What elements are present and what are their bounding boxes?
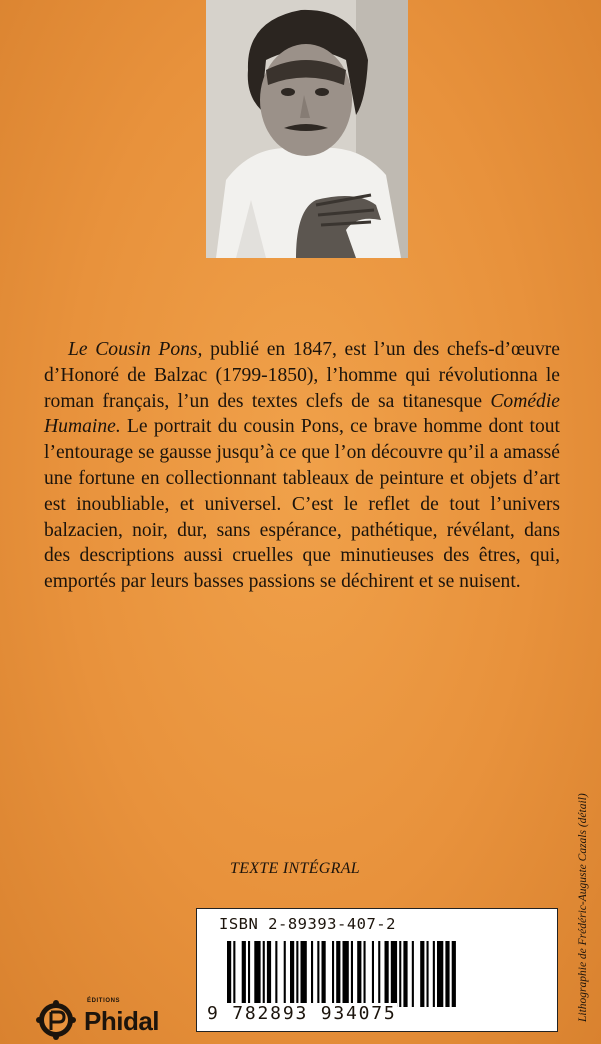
phidal-emblem-icon xyxy=(36,1000,76,1040)
isbn-number: ISBN 2-89393-407-2 xyxy=(219,915,396,933)
barcode-icon xyxy=(227,941,539,1007)
blurb-text-part2: Le portrait du cousin Pons, ce brave homme dont tout l’entourage se gausse jusqu’à ce que l’on découvre qu’il a amassé une fortune en collectionnant tableaux de peinture et objets d’art est inoubliable, et universel. C’est le reflet de tout l’univers balzacien, noir, dur, sans espérance, pathétique, révélant, dans des descriptions aussi cruelles que minutieuses des êtres, qui, emportés par leurs basses passions se déchirent et se nuisent. xyxy=(44,416,560,593)
barcode-box xyxy=(196,908,558,1032)
author-portrait xyxy=(206,0,408,258)
ean-digits: 9 782893 934075 xyxy=(207,1003,397,1024)
back-cover-blurb xyxy=(44,337,560,595)
blurb-book-title: Le Cousin Pons, xyxy=(68,339,203,360)
portrait-illustration xyxy=(206,0,408,258)
texte-integral-label: TEXTE INTÉGRAL xyxy=(230,860,360,877)
publisher-name: Phidal xyxy=(84,1006,160,1036)
illustration-credit: Lithographie de Frédéric-Auguste Cazals (détail) xyxy=(577,793,589,1022)
publisher-editions-label: ÉDITIONS xyxy=(87,998,121,1004)
blurb-text-part1: publié en 1847, est l’un des chefs-d’œuvre d’Honoré de Balzac (1799-1850), l’homme qui révolutionna le roman français, l’un des textes clefs de sa titanesque xyxy=(44,339,560,412)
blurb-work-title: Comédie Humaine. xyxy=(44,390,560,438)
